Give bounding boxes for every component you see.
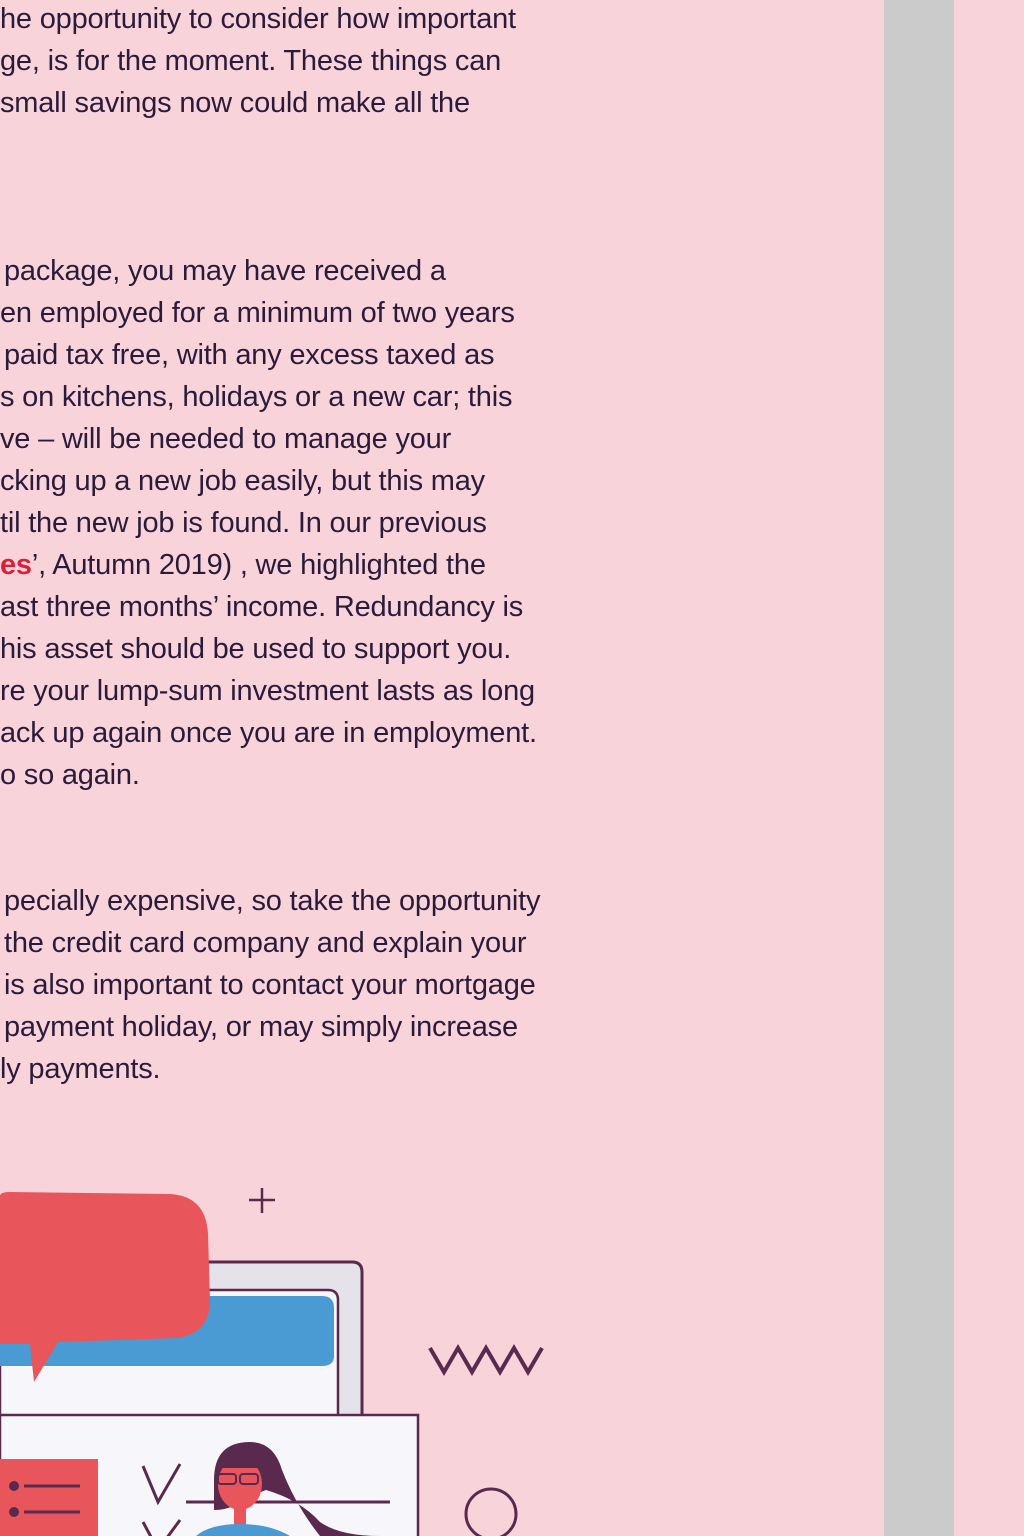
para2-line-with-link (0, 544, 486, 586)
para3-line: the credit card company and explain your (4, 927, 527, 959)
para2-line: s on kitchens, holidays or a new car; this (0, 381, 513, 413)
para2-line: til the new job is found. In our previous (0, 507, 487, 539)
para2-line-rest: ’, Autumn 2019) , we highlighted the (31, 549, 486, 581)
para1-line: ge, is for the moment. These things can (0, 45, 502, 77)
para2-line: package, you may have received a (4, 255, 446, 287)
para2-line: re your lump-sum investment lasts as long (0, 675, 535, 707)
para1-line: small savings now could make all the (0, 87, 470, 119)
para3-line: ly payments. (0, 1053, 161, 1085)
para3-line: payment holiday, or may simply increase (4, 1011, 518, 1043)
para3-line: is also important to contact your mortgage (4, 969, 536, 1001)
person-at-computer-illustration (0, 1150, 600, 1536)
para2-line: cking up a new job easily, but this may (0, 465, 485, 497)
plus-icon (249, 1188, 275, 1213)
para2-line: o so again. (0, 759, 140, 791)
circle-icon (466, 1489, 516, 1536)
para2-line: his asset should be used to support you. (0, 633, 512, 665)
zigzag-icon (430, 1348, 542, 1372)
para2-line: ve – will be needed to manage your (0, 423, 452, 455)
page-gutter (884, 0, 954, 1536)
para2-line: ast three months’ income. Redundancy is (0, 591, 524, 623)
list-icon (0, 1459, 98, 1536)
para1-line: he opportunity to consider how important (0, 3, 516, 35)
para2-line: en employed for a minimum of two years (0, 297, 515, 329)
para2-line: paid tax free, with any excess taxed as (4, 339, 495, 371)
highlighted-reference[interactable]: es (0, 549, 32, 581)
para2-line: ack up again once you are in employment. (0, 717, 537, 749)
para3-line: pecially expensive, so take the opportunity (4, 885, 541, 917)
